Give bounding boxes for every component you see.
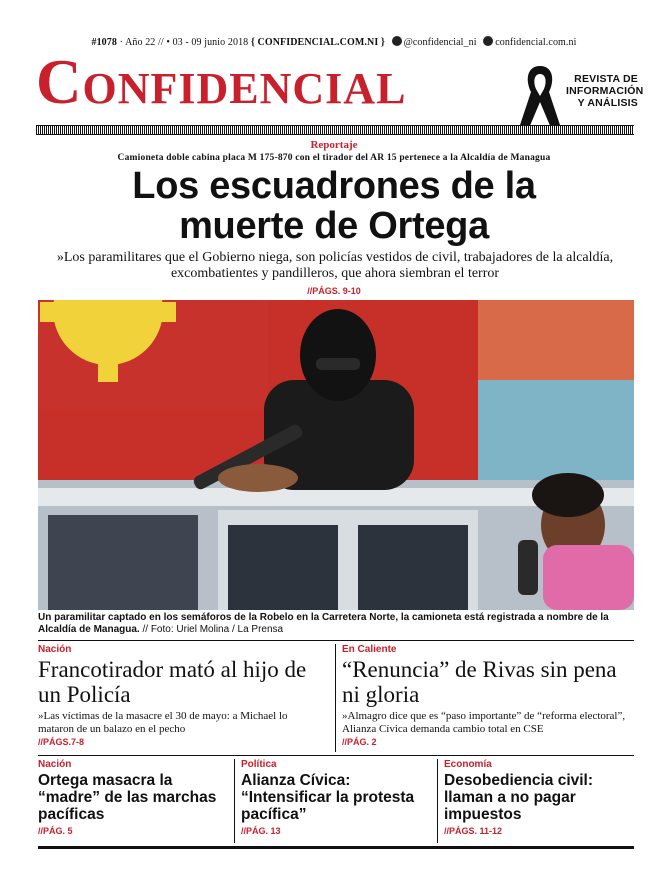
lead-headline-line-1: Los escuadrones de la: [132, 165, 536, 207]
story-desobediencia[interactable]: [444, 759, 634, 836]
story-francotirador[interactable]: [38, 644, 328, 747]
story-summary: »Almagro dice que es “paso importante” de “reforma electoral”, Alianza Cívica demanda cambio total en CSE: [342, 710, 626, 735]
facebook-handle[interactable]: confidencial.com.ni: [495, 37, 577, 48]
masthead-logo[interactable]: [36, 47, 406, 117]
tagline-line-3: Y ANÁLISIS: [577, 97, 638, 109]
column-divider-3: [437, 759, 438, 843]
tagline-line-2: INFORMACIÓN: [566, 85, 644, 97]
story-pages: //PÁGS.7-8: [38, 737, 85, 747]
lead-summary: »Los paramilitares que el Gobierno niega, son policías vestidos de civil, trabajadores de la alcaldía, excombatientes y pandilleros, que ahora siembran el terror: [56, 250, 614, 281]
story-pages: //PÁG. 13: [241, 826, 281, 836]
story-pages: //PÁGS. 11-12: [444, 826, 503, 836]
column-divider-1: [335, 644, 336, 752]
issue-number: #1078: [91, 37, 117, 48]
masthead-rule: [36, 125, 634, 135]
twitter-icon: [392, 36, 402, 46]
story-section: En Caliente: [342, 644, 397, 655]
issue-year: Año 22: [125, 37, 156, 48]
caption-credit: // Foto: Uriel Molina / La Prensa: [142, 623, 284, 635]
story-headline: Ortega masacra la “madre” de las marchas pacíficas: [38, 772, 217, 823]
story-headline: “Renuncia” de Rivas sin pena ni gloria: [342, 657, 617, 707]
story-headline: Desobediencia civil: llaman a no pagar impuestos: [444, 772, 594, 823]
lead-headline[interactable]: [0, 166, 668, 246]
issue-info-line: #1078 · Año 22 // • 03 - 09 junio 2018 { CONFIDENCIAL.COM.NI } @confidencial_ni confidencial.com.ni: [91, 37, 577, 48]
story-headline: Francotirador mató al hijo de un Policía: [38, 657, 307, 707]
masthead-name: Confidencial: [36, 47, 407, 117]
lead-photo[interactable]: [38, 300, 634, 610]
twitter-handle[interactable]: @confidencial_ni: [403, 37, 477, 48]
story-section: Nación: [38, 759, 72, 770]
photo-caption: [38, 612, 634, 635]
story-pages: //PÁG. 5: [38, 826, 73, 836]
photo-illustration: [38, 300, 634, 610]
website-bracket: { CONFIDENCIAL.COM.NI }: [250, 37, 385, 48]
lead-kicker: Reportaje: [310, 139, 358, 151]
masthead-tagline: [566, 73, 644, 109]
story-pages: //PÁG. 2: [342, 737, 377, 747]
lead-pages: //PÁGS. 9-10: [307, 286, 361, 296]
bottom-rule: [38, 846, 634, 849]
story-renuncia[interactable]: [342, 644, 634, 747]
story-headline: Alianza Cívica: “Intensificar la protesta pacífica”: [241, 772, 415, 823]
story-section: Nación: [38, 644, 72, 655]
story-section: Política: [241, 759, 277, 770]
caption-text: Un paramilitar captado en los semáforos de la Robelo en la Carretera Norte, la camioneta está registrada a nombre de la Alcaldía de Managua.: [38, 612, 609, 635]
mourning-ribbon-icon: [515, 62, 565, 132]
story-ortega-masacra[interactable]: [38, 759, 228, 836]
tagline-line-1: REVISTA DE: [574, 73, 638, 85]
issue-dates: 03 - 09 junio 2018: [172, 37, 249, 48]
divider-2: [38, 755, 634, 756]
divider-1: [38, 640, 634, 641]
story-summary: »Las víctimas de la masacre el 30 de mayo: a Michael lo mataron de un balazo en el pecho: [38, 710, 288, 735]
lead-deck: Camioneta doble cabina placa M 175-870 con el tirador del AR 15 pertenece a la Alcaldía de Managua: [117, 153, 551, 163]
lead-headline-line-2: muerte de Ortega: [179, 205, 489, 247]
facebook-icon: [483, 36, 493, 46]
column-divider-2: [234, 759, 235, 843]
story-section: Economía: [444, 759, 492, 770]
story-alianza-civica[interactable]: [241, 759, 431, 836]
